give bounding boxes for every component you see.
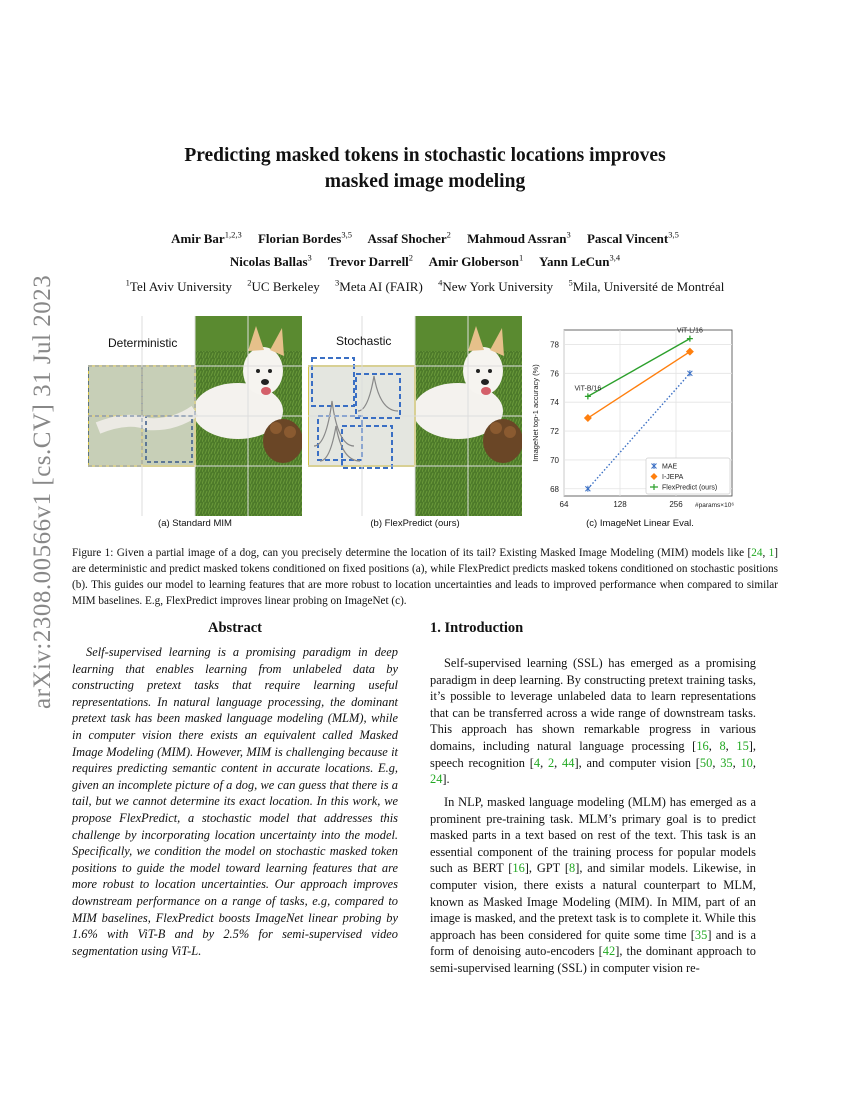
citation[interactable]: 1 (768, 547, 775, 559)
panel-label-deterministic: Deterministic (108, 336, 178, 350)
author: Florian Bordes$^{3,5}$ (257, 230, 352, 247)
x-tick-label: 256 (669, 500, 683, 509)
author: Amir Globerson$^1$ (428, 252, 524, 269)
panel-label-stochastic: Stochastic (336, 334, 392, 348)
affiliation: $^3$Meta AI (FAIR) (335, 278, 423, 295)
citation[interactable]: 42 (602, 944, 616, 959)
author: Assaf Shocher$^2$ (367, 230, 451, 247)
introduction-paragraph-2: In NLP, masked language modeling (MLM) has emerged as a prominent pre-training task. MLM’s primary goal is to predict masked parts in a text based on rest of the text. This task is an essential component of the training process for popular models such as BERT [16], GPT [8], and similar models. Likewise, in computer vision, there exists a natural counterpart to MLM, known as Masked Image Modeling (MIM). In MIM, part of an image is masked, and the pretext task is to complete it. While this approach has been considered for quite some time [35] and is a form of denoising auto-encoders [42], the dominant approach to semi-supervised learning (SSL) in computer vision re- (430, 795, 757, 975)
affiliation: $^1$Tel Aviv University (125, 278, 233, 295)
author: Pascal Vincent$^{3,5}$ (586, 230, 679, 247)
introduction-heading: 1. Introduction (430, 620, 524, 636)
author: Nicolas Ballas$^3$ (229, 252, 312, 269)
introduction-paragraph-1: Self-supervised learning (SSL) has emerged as a promising paradigm in deep learning. By constructing pretext training tasks, it’s possible to leverage unlabeled data to learn representations that can be transferred across a wide range of downstream tasks. This approach has shown remarkable progress in various domains, including natural language processing [16, 8, 15], speech recognition [4, 2, 44], and computer vision [50, 35, 10, 24]. (430, 656, 756, 787)
citation[interactable]: 8 (569, 861, 576, 876)
author: Yann LeCun$^{3,4}$ (539, 252, 621, 269)
abstract-heading: Abstract (208, 620, 262, 636)
subcaption-c: (c) ImageNet Linear Eval. (586, 518, 694, 529)
title-line-2: masked image modeling (324, 171, 526, 192)
y-tick-label: 68 (550, 484, 559, 494)
y-tick-label: 70 (550, 455, 559, 465)
y-tick-label: 74 (550, 398, 559, 408)
citation[interactable]: 8 (719, 738, 726, 753)
affiliations (70, 274, 780, 296)
citation[interactable]: 2 (547, 755, 555, 770)
citation[interactable]: 35 (694, 927, 708, 942)
y-tick-label: 78 (550, 340, 559, 350)
paper-title (100, 143, 750, 195)
x-tick-label: 64 (559, 500, 569, 509)
x-axis-label: #params×10⁶ (695, 502, 734, 509)
author: Amir Bar$^{1,2,3}$ (171, 230, 242, 247)
figure-panel-deterministic (88, 316, 302, 516)
subcaption-b: (b) FlexPredict (ours) (370, 518, 460, 529)
affiliation: $^4$New York University (438, 278, 554, 295)
citation[interactable]: 24 (751, 547, 763, 559)
citation[interactable]: 16 (696, 738, 709, 753)
imagenet-linear-eval-chart (526, 316, 752, 516)
arxiv-identifier: arXiv:2308.00566v1 [cs.CV] 31 Jul 2023 (29, 274, 56, 709)
y-tick-label: 72 (550, 427, 559, 437)
citation[interactable]: 44 (562, 755, 575, 770)
author-list (80, 226, 770, 271)
citation[interactable]: 16 (512, 861, 525, 876)
author: Mahmoud Assran$^3$ (467, 230, 571, 247)
point-annotation: ViT-L/16 (676, 327, 703, 335)
title-line-1: Predicting masked tokens in stochastic locations improves (184, 145, 666, 166)
citation[interactable]: 35 (720, 755, 733, 770)
author-row-2 (80, 248, 770, 270)
citation[interactable]: 24 (430, 772, 443, 787)
x-tick-label: 128 (613, 500, 627, 509)
author: Trevor Darrell$^2$ (327, 252, 414, 269)
citation[interactable]: 50 (699, 755, 713, 770)
citation[interactable]: 15 (736, 738, 749, 753)
affiliation: $^2$UC Berkeley (247, 278, 320, 295)
subcaption-a: (a) Standard MIM (158, 518, 232, 529)
citation[interactable]: 4 (533, 755, 541, 770)
point-annotation: ViT-B/16 (574, 385, 602, 393)
legend-entry: I-JEPA (662, 474, 684, 481)
abstract-body: Self-supervised learning is a promising paradigm in deep learning that enables learning from unlabeled data by constructing pretext tasks that require learning useful representations. In natural language processing, the dominant pretext task has been masked language modeling (MLM), while in computer vision there exists an equivalent called Masked Image Modeling (MIM). However, MIM is challenging because it requires predicting semantic content in accurate locations. E.g, given an incomplete picture of a dog, we can guess that there is a tail, but we cannot determine its exact location. In this work, we propose FlexPredict, a stochastic model that addresses this challenge by incorporating location uncertainty into the model. Specifically, we condition the model on stochastic masked token positions to guide the model toward learning features that are more robust to location uncertainties. Our approach improves downstream performance on a range of tasks, e.g, compared to MIM baselines, FlexPredict boosts ImageNet linear probing by 1.6% with ViT-B and by 2.5% for semi-supervised video segmentation using ViT-L. (72, 645, 398, 958)
affiliation: $^5$Mila, Université de Montréal (568, 278, 725, 295)
y-tick-label: 76 (550, 369, 559, 379)
figure-caption: Figure 1: Given a partial image of a dog, can you precisely determine the location of its tail? Existing Masked Image Modeling (MIM) models like [24, 1] are deterministic and predict masked tokens conditioned on fixed positions (a), while FlexPredict predicts masked tokens conditioned on stochastic positions (b). This guides our model to learning features that are more robust to location uncertainties and leads to improved performance when compared to similar MIM baselines. E.g, FlexPredict improves linear probing on ImageNet (c). (72, 547, 778, 607)
legend-entry: MAE (662, 463, 678, 471)
author-row-1 (80, 226, 770, 248)
legend-entry: FlexPredict (ours) (662, 484, 718, 492)
citation[interactable]: 10 (740, 755, 753, 770)
y-axis-label: ImageNet top-1 accuracy (%) (531, 364, 540, 462)
figure-panel-stochastic (308, 316, 522, 516)
